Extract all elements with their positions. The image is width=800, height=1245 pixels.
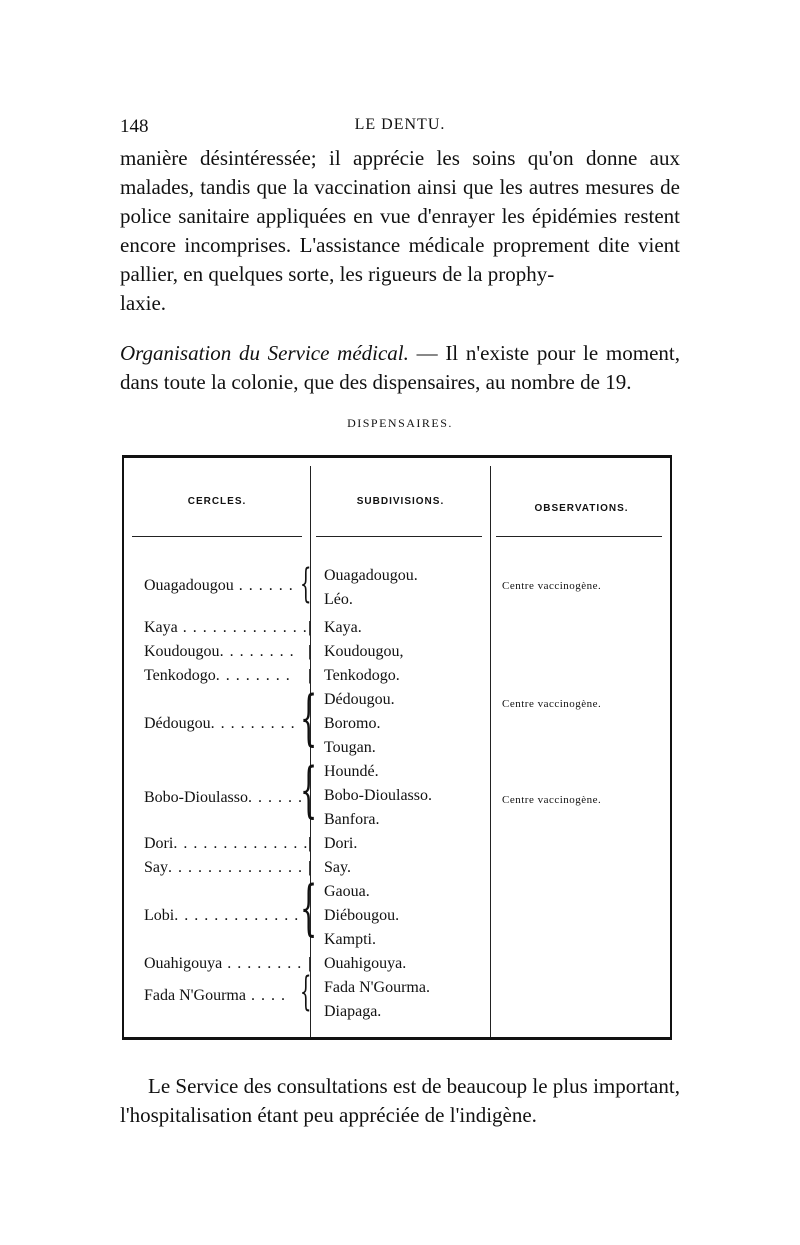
observation-cell: Centre vaccinogène.: [502, 580, 602, 592]
cercle-label: Koudougou: [144, 643, 220, 660]
subdivision-cell: Dédougou.: [324, 691, 395, 708]
column-header-subdivisions: SUBDIVISIONS.: [356, 496, 445, 507]
cercle-label: Fada N'Gourma: [144, 987, 246, 1004]
paragraph-1: [120, 144, 680, 318]
subdivision-cell: Kampti.: [324, 931, 376, 948]
cercle-label: Dori: [144, 835, 174, 852]
header-rule: [132, 536, 302, 537]
paragraph-2: [120, 339, 680, 397]
subdivision-cell: Tenkodogo.: [324, 667, 400, 684]
table-caption: DISPENSAIRES.: [347, 416, 453, 430]
cercle-cell: Lobi. . . . . . . . . . . . .: [144, 907, 300, 924]
subdivision-cell: Léo.: [324, 591, 353, 608]
column-header-cercles: CERCLES.: [187, 496, 247, 507]
subdivision-cell: Diébougou.: [324, 907, 400, 924]
paragraph-1-last-line: laxie.: [120, 291, 167, 315]
subdivision-cell: Ouagadougou.: [324, 567, 418, 584]
cercle-label: Ouagadougou: [144, 577, 234, 594]
brace: {: [300, 561, 312, 607]
page-number: 148: [120, 116, 149, 137]
page-header: [120, 116, 680, 140]
brace: {: [300, 969, 312, 1015]
brace: {: [300, 683, 318, 753]
cercle-label: Say: [144, 859, 168, 876]
cercle-cell: Ouagadougou . . . . . .: [144, 577, 294, 594]
observation-cell: Centre vaccinogène.: [502, 794, 602, 806]
cercle-cell: Dori. . . . . . . . . . . . . .: [144, 835, 309, 852]
cercle-label: Tenkodogo: [144, 667, 216, 684]
subdivision-cell: Fada N'Gourma.: [324, 979, 430, 996]
cercle-label: Dédougou: [144, 715, 211, 732]
cercle-cell: Kaya . . . . . . . . . . . . .: [144, 619, 308, 636]
brace: {: [300, 873, 318, 943]
cercle-cell: Bobo-Dioulasso. . . . . .: [144, 789, 303, 806]
row-bar: |: [308, 955, 312, 972]
paragraph-3: Le Service des consultations est de beaucoup le plus important, l'hospitalisation étant peu appréciée de l'indigène.: [120, 1074, 680, 1127]
row-bar: |: [308, 619, 312, 636]
cercle-label: Bobo-Dioulasso: [144, 789, 248, 806]
cercle-cell: Fada N'Gourma . . . .: [144, 987, 286, 1004]
cercle-cell: Koudougou. . . . . . . .: [144, 643, 295, 660]
running-title: LE DENTU.: [354, 116, 446, 133]
cercle-cell: Say. . . . . . . . . . . . . .: [144, 859, 303, 876]
subdivision-cell: Koudougou,: [324, 643, 404, 660]
section-heading: Organisation du Service médical.: [120, 341, 409, 365]
cercle-cell: Dédougou. . . . . . . . .: [144, 715, 296, 732]
subdivision-cell: Banfora.: [324, 811, 380, 828]
subdivision-cell: Tougan.: [324, 739, 376, 756]
subdivision-cell: Dori.: [324, 835, 358, 852]
subdivision-cell: Gaoua.: [324, 883, 370, 900]
cercle-label: Kaya: [144, 619, 178, 636]
cercle-cell: Tenkodogo. . . . . . . .: [144, 667, 291, 684]
cercle-label: Ouahigouya: [144, 955, 223, 972]
observation-cell: Centre vaccinogène.: [502, 698, 602, 710]
subdivision-cell: Ouahigouya.: [324, 955, 407, 972]
row-bar: |: [308, 643, 312, 660]
column-divider: [490, 466, 491, 1037]
row-bar: |: [308, 859, 312, 876]
subdivision-cell: Houndé.: [324, 763, 379, 780]
subdivision-cell: Bobo-Dioulasso.: [324, 787, 432, 804]
paragraph-1-text: manière désintéressée; il apprécie les soins qu'on donne aux malades, tandis que la vaccination ainsi que les autres mesures de police sanitaire appliquées en vue d'enrayer les épidémies restent encore incomprises. L'assistance médicale proprement dite vient pallier, en quelques sorte, les rigueurs de la prophy-: [120, 146, 680, 286]
subdivision-cell: Say.: [324, 859, 351, 876]
header-rule: [496, 536, 662, 537]
subdivision-cell: Kaya.: [324, 619, 362, 636]
paragraph-2-text: — Il n'existe pour le moment, dans toute la colonie, que des dispensaires, au nombre de 19.: [120, 341, 680, 394]
header-rule: [316, 536, 482, 537]
dispensaires-table: [122, 455, 672, 1040]
subdivision-cell: Boromo.: [324, 715, 381, 732]
cercle-label: Lobi: [144, 907, 175, 924]
brace: {: [300, 755, 318, 825]
row-bar: |: [308, 667, 312, 684]
subdivision-cell: Diapaga.: [324, 1003, 382, 1020]
column-header-observations: OBSERVATIONS.: [534, 503, 629, 514]
cercle-cell: Ouahigouya . . . . . . . .: [144, 955, 303, 972]
row-bar: |: [308, 835, 312, 852]
